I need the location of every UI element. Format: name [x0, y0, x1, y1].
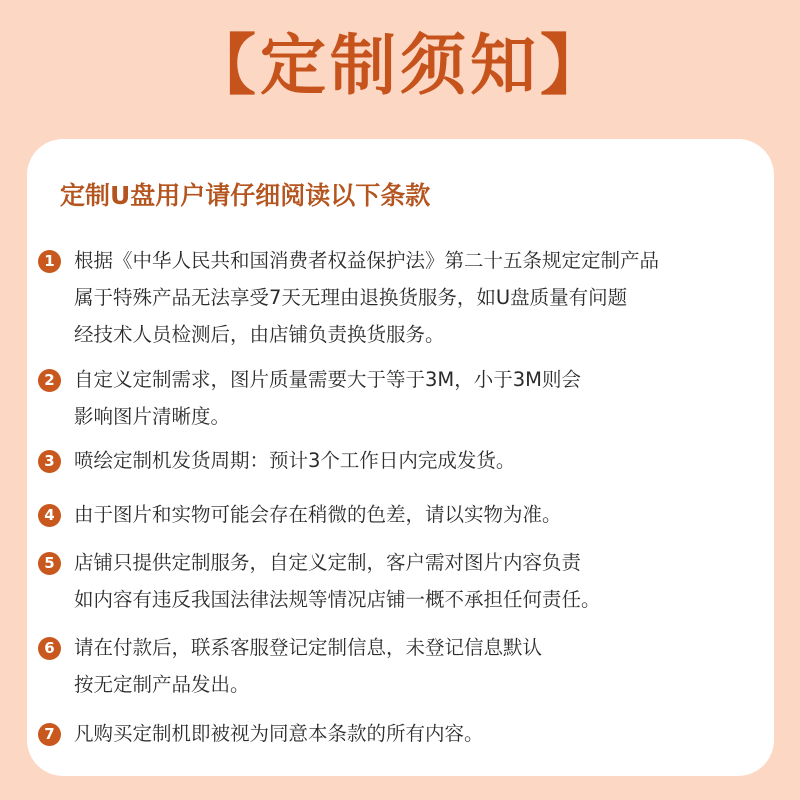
notice-item-3-line-1: 喷绘定制机发货周期：预计3个工作日内完成发货。: [74, 449, 516, 472]
notice-item-6-line-2: 按无定制产品发出。: [74, 673, 250, 696]
notice-item-1-line-1: 根据《中华人民共和国消费者权益保护法》第二十五条规定定制产品: [74, 249, 660, 272]
number-badge-2: 2: [38, 369, 61, 392]
notice-item-2-line-2: 影响图片清晰度。: [74, 405, 231, 428]
notice-item-5-line-1: 店铺只提供定制服务，自定义定制，客户需对图片内容负责: [74, 551, 582, 574]
notice-item-2-line-1: 自定义定制需求，图片质量需要大于等于3M，小于3M则会: [74, 368, 581, 391]
number-badge-1: 1: [38, 250, 61, 273]
notice-item-1-line-2: 属于特殊产品无法享受7天无理由退换货服务，如U盘质量有问题: [74, 286, 628, 309]
number-badge-6: 6: [38, 637, 61, 660]
number-badge-5: 5: [38, 552, 61, 575]
notice-item-4-line-1: 由于图片和实物可能会存在稍微的色差，请以实物为准。: [74, 503, 562, 526]
number-badge-7: 7: [38, 723, 61, 746]
page-title: 【定制须知】: [190, 27, 610, 104]
notice-item-6-line-1: 请在付款后，联系客服登记定制信息，未登记信息默认: [74, 636, 543, 659]
number-badge-4: 4: [38, 504, 61, 527]
notice-heading: 定制U盘用户请仔细阅读以下条款: [60, 181, 431, 210]
notice-item-5-line-2: 如内容有违反我国法律法规等情况店铺一概不承担任何责任。: [74, 588, 601, 611]
notice-item-7-line-1: 凡购买定制机即被视为同意本条款的所有内容。: [74, 722, 484, 745]
number-badge-3: 3: [38, 450, 61, 473]
notice-item-1-line-3: 经技术人员检测后，由店铺负责换货服务。: [74, 323, 445, 346]
